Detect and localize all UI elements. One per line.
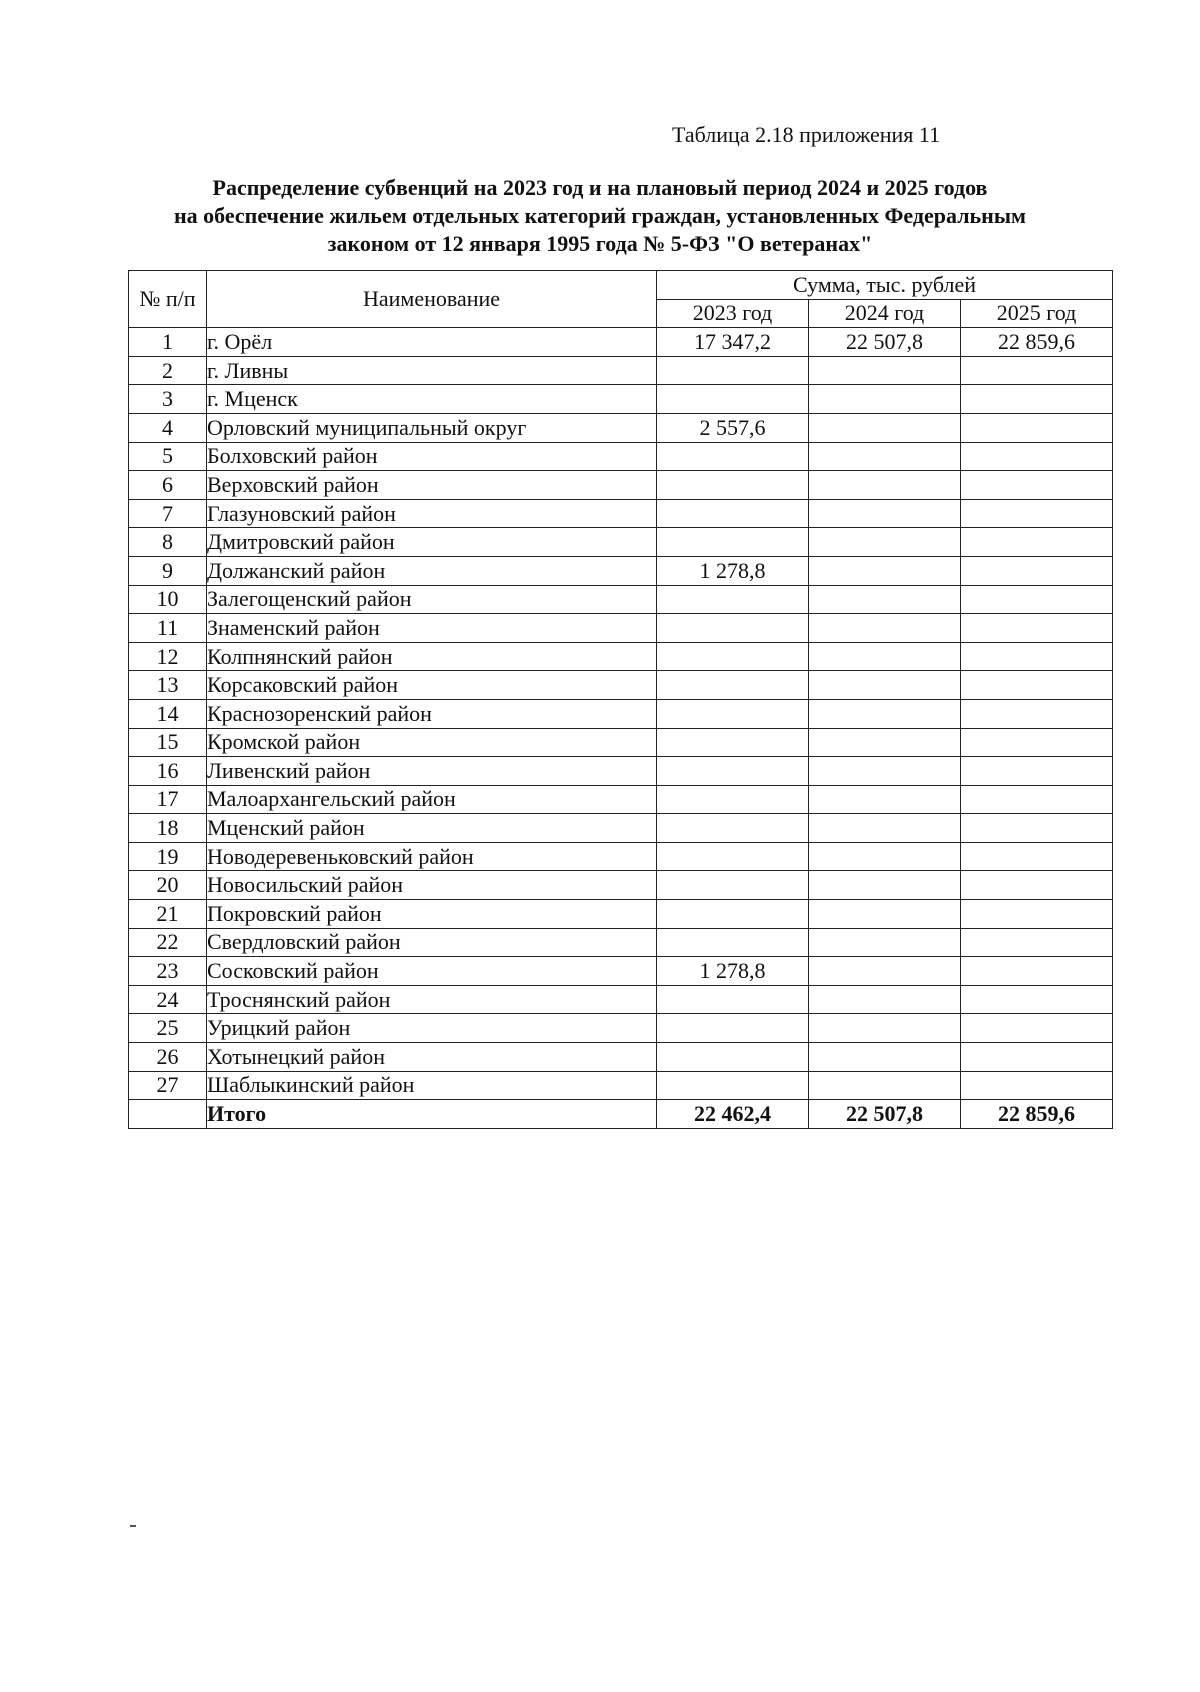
- row-value-2024: [809, 642, 961, 671]
- row-name: Должанский район: [207, 556, 657, 585]
- row-value-2025: [961, 842, 1113, 871]
- row-name: Мценский район: [207, 814, 657, 843]
- row-value-2023: [657, 928, 809, 957]
- subvention-table: [128, 270, 1113, 1129]
- table-row: [129, 499, 1113, 528]
- row-number: 4: [129, 413, 207, 442]
- row-value-2025: [961, 642, 1113, 671]
- row-number: 8: [129, 528, 207, 557]
- row-value-2025: [961, 1071, 1113, 1100]
- row-name: Глазуновский район: [207, 499, 657, 528]
- row-value-2025: [961, 528, 1113, 557]
- table-row: [129, 842, 1113, 871]
- table-row: [129, 728, 1113, 757]
- row-number: 6: [129, 471, 207, 500]
- row-value-2023: [657, 356, 809, 385]
- title-line-1: Распределение субвенций на 2023 год и на плановый период 2024 и 2025 годов: [212, 175, 988, 200]
- row-value-2025: [961, 585, 1113, 614]
- row-value-2025: [961, 1014, 1113, 1043]
- row-number: 14: [129, 699, 207, 728]
- row-value-2024: [809, 1071, 961, 1100]
- row-value-2023: [657, 442, 809, 471]
- total-value-2024: 22 507,8: [809, 1100, 961, 1129]
- row-value-2025: [961, 900, 1113, 929]
- row-name: Покровский район: [207, 900, 657, 929]
- header-sum: Сумма, тыс. рублей: [657, 271, 1113, 300]
- row-name: Орловский муниципальный округ: [207, 413, 657, 442]
- row-value-2025: [961, 614, 1113, 643]
- table-reference: Таблица 2.18 приложения 11: [672, 122, 941, 147]
- table-row: [129, 814, 1113, 843]
- row-value-2025: [961, 785, 1113, 814]
- row-value-2024: [809, 728, 961, 757]
- row-value-2023: [657, 499, 809, 528]
- row-value-2023: [657, 385, 809, 414]
- row-name: Новодеревеньковский район: [207, 842, 657, 871]
- row-value-2023: [657, 842, 809, 871]
- row-number: 18: [129, 814, 207, 843]
- table-row: [129, 985, 1113, 1014]
- table-row: [129, 671, 1113, 700]
- total-value-2023: 22 462,4: [657, 1100, 809, 1129]
- row-name: Болховский район: [207, 442, 657, 471]
- row-value-2024: [809, 528, 961, 557]
- table-row: [129, 1014, 1113, 1043]
- row-number: 2: [129, 356, 207, 385]
- row-value-2025: [961, 442, 1113, 471]
- row-value-2024: [809, 814, 961, 843]
- row-value-2024: [809, 499, 961, 528]
- row-value-2023: [657, 871, 809, 900]
- row-name: Сосковский район: [207, 957, 657, 986]
- table-row: [129, 585, 1113, 614]
- row-name: Кромской район: [207, 728, 657, 757]
- row-number: 13: [129, 671, 207, 700]
- table-row: [129, 413, 1113, 442]
- row-name: Троснянский район: [207, 985, 657, 1014]
- row-number: 12: [129, 642, 207, 671]
- row-number: 1: [129, 328, 207, 357]
- row-name: Малоархангельский район: [207, 785, 657, 814]
- table-row: [129, 699, 1113, 728]
- row-value-2024: [809, 871, 961, 900]
- row-value-2023: [657, 785, 809, 814]
- table-row: [129, 1071, 1113, 1100]
- row-number: 3: [129, 385, 207, 414]
- row-number: 10: [129, 585, 207, 614]
- row-value-2023: [657, 985, 809, 1014]
- row-value-2024: [809, 614, 961, 643]
- row-value-2024: [809, 671, 961, 700]
- row-value-2024: [809, 985, 961, 1014]
- row-value-2025: [961, 699, 1113, 728]
- row-value-2025: [961, 356, 1113, 385]
- row-value-2023: [657, 1014, 809, 1043]
- table-row: [129, 871, 1113, 900]
- header-year-2023: 2023 год: [657, 299, 809, 328]
- table-row: [129, 328, 1113, 357]
- row-value-2025: [961, 728, 1113, 757]
- table-row: [129, 900, 1113, 929]
- row-value-2025: [961, 671, 1113, 700]
- row-value-2025: [961, 413, 1113, 442]
- row-name: Корсаковский район: [207, 671, 657, 700]
- row-number: 27: [129, 1071, 207, 1100]
- row-name: Колпнянский район: [207, 642, 657, 671]
- row-value-2023: [657, 614, 809, 643]
- row-value-2023: [657, 1043, 809, 1072]
- row-value-2023: 17 347,2: [657, 328, 809, 357]
- row-value-2024: [809, 842, 961, 871]
- row-value-2023: [657, 900, 809, 929]
- row-value-2024: [809, 385, 961, 414]
- row-value-2023: [657, 642, 809, 671]
- row-name: Дмитровский район: [207, 528, 657, 557]
- row-value-2025: [961, 499, 1113, 528]
- header-row-1: [129, 271, 1113, 300]
- row-value-2023: 1 278,8: [657, 556, 809, 585]
- row-value-2024: [809, 585, 961, 614]
- table-row: [129, 442, 1113, 471]
- row-value-2023: [657, 528, 809, 557]
- title-line-3: законом от 12 января 1995 года № 5-ФЗ "О ветеранах": [327, 231, 873, 256]
- row-number: 20: [129, 871, 207, 900]
- row-value-2023: [657, 585, 809, 614]
- row-number: 19: [129, 842, 207, 871]
- row-name: Верховский район: [207, 471, 657, 500]
- row-value-2024: [809, 699, 961, 728]
- row-value-2025: [961, 385, 1113, 414]
- row-number: 9: [129, 556, 207, 585]
- row-value-2025: [961, 1043, 1113, 1072]
- row-number: 26: [129, 1043, 207, 1072]
- row-value-2024: [809, 556, 961, 585]
- row-value-2025: [961, 471, 1113, 500]
- row-value-2024: [809, 413, 961, 442]
- row-value-2024: [809, 928, 961, 957]
- scan-speck: [130, 1525, 136, 1527]
- table-row: [129, 614, 1113, 643]
- row-value-2023: [657, 471, 809, 500]
- row-value-2023: 1 278,8: [657, 957, 809, 986]
- row-number: 25: [129, 1014, 207, 1043]
- row-number: 17: [129, 785, 207, 814]
- row-value-2025: [961, 814, 1113, 843]
- row-name: г. Орёл: [207, 328, 657, 357]
- row-value-2024: [809, 785, 961, 814]
- row-value-2025: [961, 757, 1113, 786]
- table-row: [129, 556, 1113, 585]
- table-row: [129, 928, 1113, 957]
- title-line-2: на обеспечение жильем отдельных категорий граждан, установленных Федеральным: [173, 203, 1027, 228]
- row-value-2024: [809, 1014, 961, 1043]
- table-row: [129, 785, 1113, 814]
- row-value-2023: [657, 814, 809, 843]
- row-name: Новосильский район: [207, 871, 657, 900]
- row-value-2025: [961, 556, 1113, 585]
- row-value-2023: [657, 1071, 809, 1100]
- table-row: [129, 385, 1113, 414]
- row-name: Хотынецкий район: [207, 1043, 657, 1072]
- row-name: г. Мценск: [207, 385, 657, 414]
- row-value-2024: [809, 1043, 961, 1072]
- total-label: Итого: [207, 1100, 657, 1129]
- row-name: Ливенский район: [207, 757, 657, 786]
- row-number: 11: [129, 614, 207, 643]
- row-value-2024: [809, 957, 961, 986]
- row-name: Свердловский район: [207, 928, 657, 957]
- row-name: г. Ливны: [207, 356, 657, 385]
- row-name: Шаблыкинский район: [207, 1071, 657, 1100]
- row-name: Краснозоренский район: [207, 699, 657, 728]
- document-title: [100, 174, 1100, 258]
- table-row: [129, 471, 1113, 500]
- row-value-2023: [657, 671, 809, 700]
- row-value-2024: 22 507,8: [809, 328, 961, 357]
- total-value-2025: 22 859,6: [961, 1100, 1113, 1129]
- row-value-2023: 2 557,6: [657, 413, 809, 442]
- header-number: № п/п: [129, 271, 207, 328]
- table-row: [129, 957, 1113, 986]
- table-body: [129, 328, 1113, 1129]
- total-number: [129, 1100, 207, 1129]
- header-name: Наименование: [207, 271, 657, 328]
- row-value-2024: [809, 900, 961, 929]
- row-number: 16: [129, 757, 207, 786]
- row-value-2023: [657, 757, 809, 786]
- table-row: [129, 1043, 1113, 1072]
- row-number: 5: [129, 442, 207, 471]
- row-value-2024: [809, 757, 961, 786]
- row-number: 23: [129, 957, 207, 986]
- row-number: 22: [129, 928, 207, 957]
- row-number: 7: [129, 499, 207, 528]
- row-number: 21: [129, 900, 207, 929]
- table-row: [129, 757, 1113, 786]
- row-name: Урицкий район: [207, 1014, 657, 1043]
- row-value-2025: [961, 871, 1113, 900]
- row-name: Залегощенский район: [207, 585, 657, 614]
- header-year-2024: 2024 год: [809, 299, 961, 328]
- row-value-2025: [961, 928, 1113, 957]
- row-number: 24: [129, 985, 207, 1014]
- row-value-2023: [657, 699, 809, 728]
- row-value-2024: [809, 442, 961, 471]
- row-value-2024: [809, 471, 961, 500]
- row-value-2024: [809, 356, 961, 385]
- row-number: 15: [129, 728, 207, 757]
- row-name: Знаменский район: [207, 614, 657, 643]
- row-value-2023: [657, 728, 809, 757]
- table-row: [129, 356, 1113, 385]
- row-value-2025: 22 859,6: [961, 328, 1113, 357]
- table-header: [129, 271, 1113, 328]
- table-row: [129, 642, 1113, 671]
- table-row: [129, 528, 1113, 557]
- row-value-2025: [961, 957, 1113, 986]
- row-value-2025: [961, 985, 1113, 1014]
- total-row: [129, 1100, 1113, 1129]
- header-year-2025: 2025 год: [961, 299, 1113, 328]
